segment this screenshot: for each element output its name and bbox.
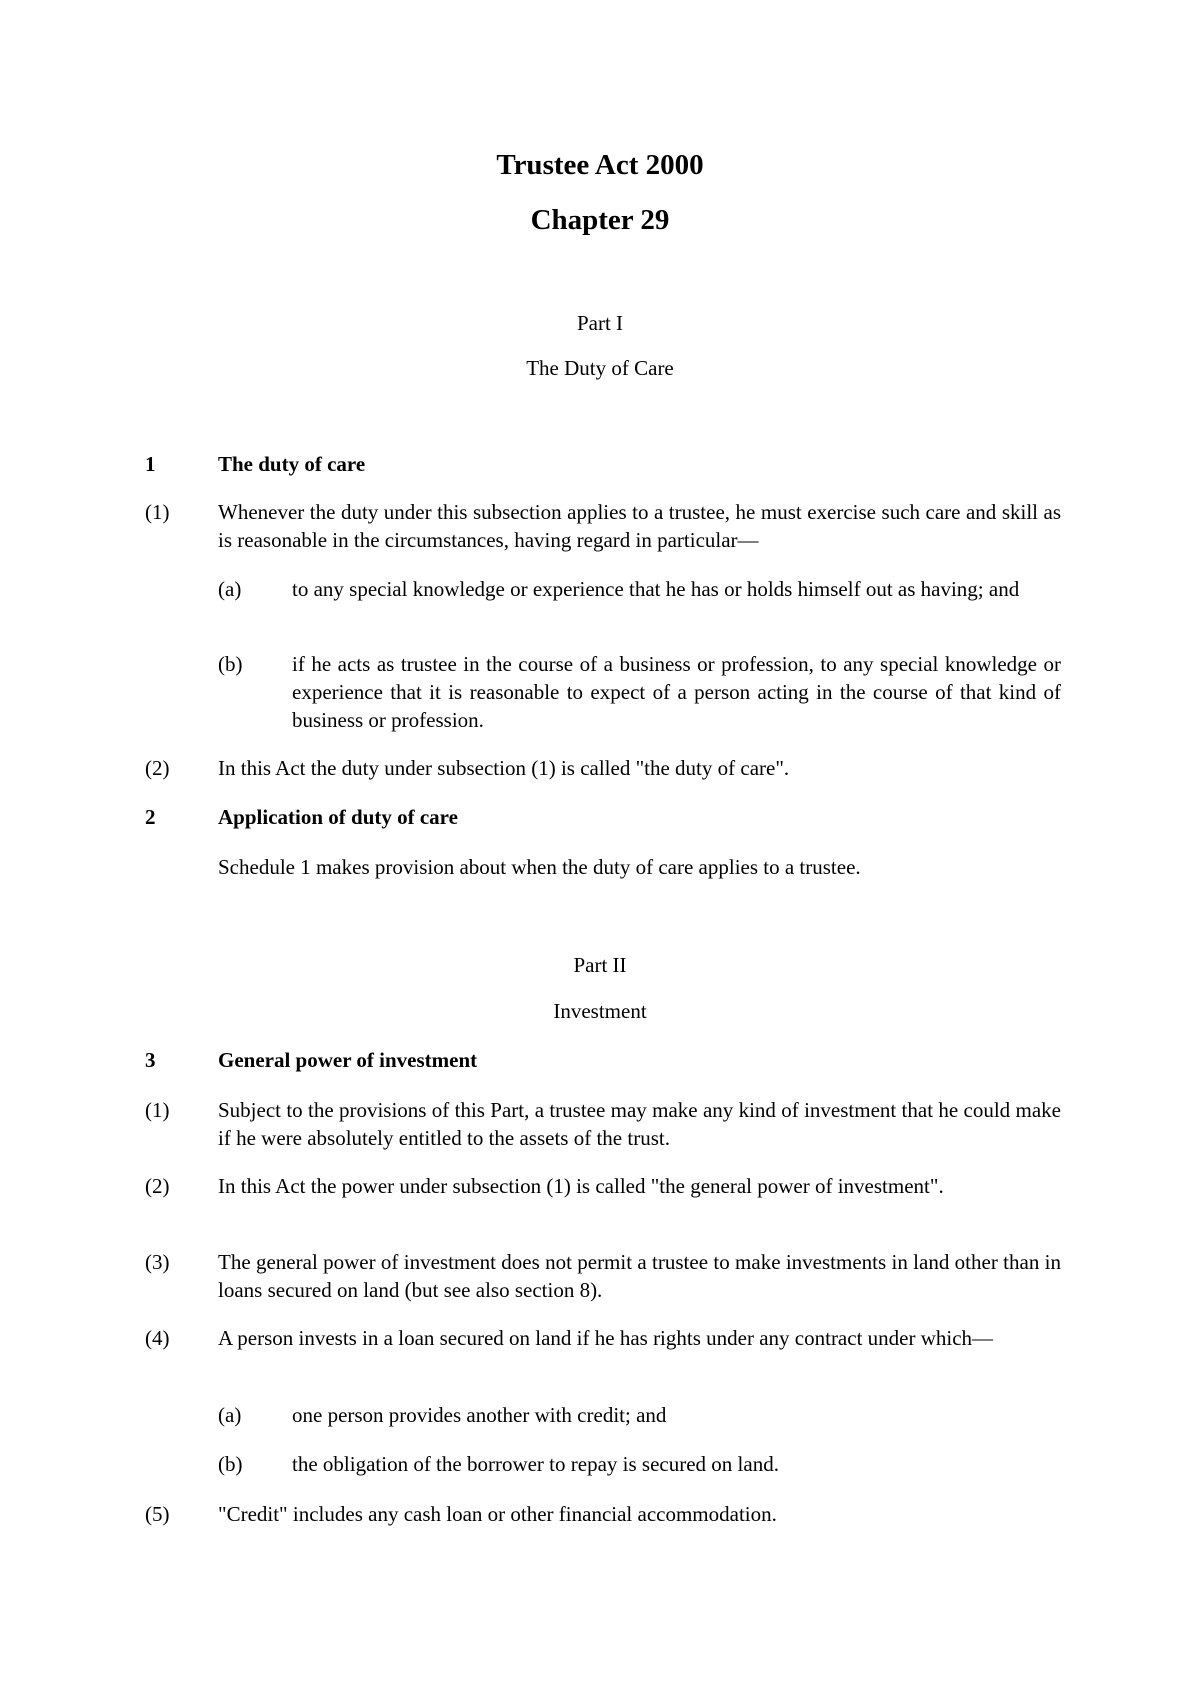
- section-2-number: 2: [145, 805, 156, 829]
- chapter-title: Chapter 29: [530, 204, 670, 236]
- section-1-sub-2-number: (2): [145, 756, 170, 780]
- section-3-sub-4-a-text: one person provides another with credit; and: [292, 1403, 667, 1427]
- part-1-label: Part I: [576, 311, 624, 335]
- section-3-sub-3-number: (3): [145, 1250, 170, 1274]
- section-3-sub-3-text: The general power of investment does not permit a trustee to make investments in land other than in loans secured on land (but see also section 8).: [218, 1250, 1061, 1302]
- section-2-text: Schedule 1 makes provision about when the duty of care applies to a trustee.: [218, 855, 861, 879]
- part-2-label: Part II: [573, 953, 627, 977]
- section-1-sub-2-text: In this Act the duty under subsection (1) is called "the duty of care".: [218, 756, 790, 780]
- section-1-sub-1-a-number: (a): [218, 577, 242, 601]
- section-1-sub-1-a-text: to any special knowledge or experience that he has or holds himself out as having; and: [292, 577, 1020, 601]
- section-3-sub-4-number: (4): [145, 1326, 170, 1350]
- section-3-sub-5-number: (5): [145, 1502, 170, 1526]
- section-1-sub-1-b-number: (b): [218, 652, 243, 676]
- section-3-sub-4-a-number: (a): [218, 1403, 242, 1427]
- section-3-sub-2-text: In this Act the power under subsection (1) is called "the general power of investment".: [218, 1174, 944, 1198]
- part-2-subtitle: Investment: [553, 999, 647, 1023]
- section-3-sub-1-number: (1): [145, 1098, 170, 1122]
- section-3-sub-5-text: "Credit" includes any cash loan or other financial accommodation.: [218, 1502, 777, 1526]
- section-3-heading: General power of investment: [218, 1048, 478, 1072]
- section-3-sub-4-b-number: (b): [218, 1452, 243, 1476]
- section-1-number: 1: [145, 452, 156, 476]
- section-1-sub-1-b-text: if he acts as trustee in the course of a business or profession, to any special knowledge or experience that it is reasonable to expect of a person acting in the course of that kind of business or profession.: [292, 652, 1061, 732]
- part-1-subtitle: The Duty of Care: [526, 356, 674, 380]
- document-title: Trustee Act 2000: [496, 149, 704, 181]
- section-3-number: 3: [145, 1048, 156, 1072]
- section-1-sub-1-text: Whenever the duty under this subsection applies to a trustee, he must exercise such care and skill as is reasonable in the circumstances, having regard in particular—: [218, 500, 1061, 552]
- section-3-sub-4-b-text: the obligation of the borrower to repay is secured on land.: [292, 1452, 779, 1476]
- section-2-heading: Application of duty of care: [218, 805, 458, 829]
- section-1-sub-1-number: (1): [145, 500, 170, 524]
- section-3-sub-4-text: A person invests in a loan secured on land if he has rights under any contract under which—: [218, 1326, 994, 1350]
- section-3-sub-2-number: (2): [145, 1174, 170, 1198]
- section-1-heading: The duty of care: [218, 452, 366, 476]
- section-3-sub-1-text: Subject to the provisions of this Part, a trustee may make any kind of investment that he could make if he were absolutely entitled to the assets of the trust.: [218, 1098, 1061, 1150]
